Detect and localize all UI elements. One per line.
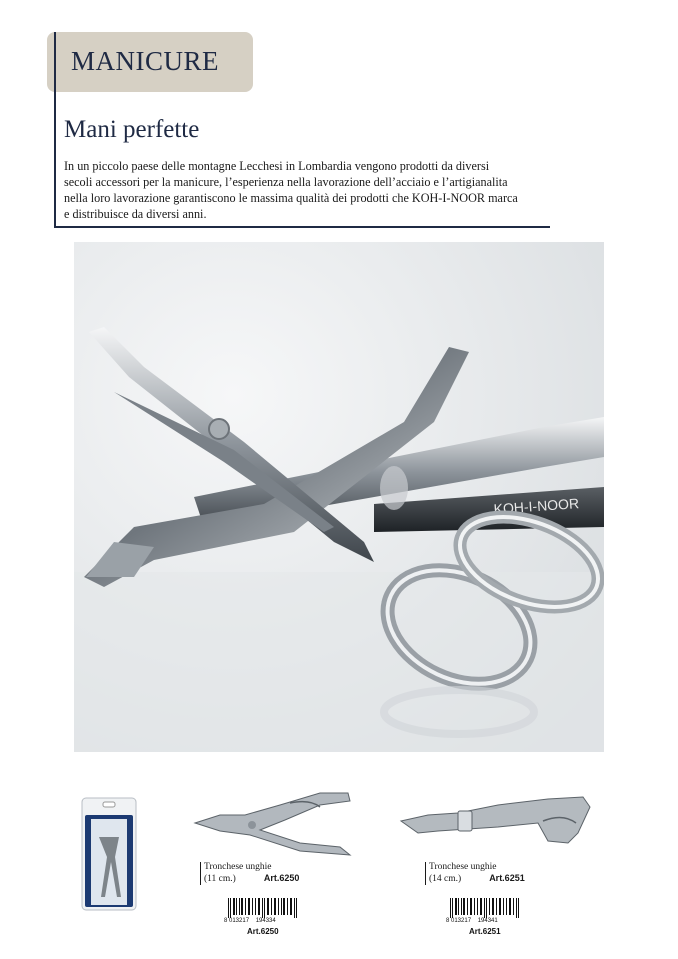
header-rule-horizontal — [54, 226, 550, 228]
intro-paragraph — [64, 158, 554, 222]
page-subtitle: Mani perfette — [64, 116, 200, 143]
barcode-right-digits: 194334 — [255, 918, 276, 924]
product-size-line — [204, 873, 299, 885]
barcode-left-digits: 8 013217 — [224, 918, 250, 924]
manicure-tools-illustration — [74, 242, 604, 752]
barcode-number — [224, 918, 276, 924]
barcode-number — [446, 918, 498, 924]
barcode-right-digits: 194341 — [477, 918, 498, 924]
barcode-left-digits: 8 013217 — [446, 918, 472, 924]
barcode-article: Art.6251 — [469, 927, 501, 936]
intro-line: secoli accessori per la manicure, l’esperienza nella lavorazione dell’acciaio e l’artigianalita — [64, 175, 508, 189]
product-caption — [425, 862, 525, 885]
product-name: Tronchese unghie — [429, 862, 497, 872]
section-title: MANICURE — [71, 46, 220, 76]
product-size-line — [429, 873, 525, 885]
brand-text: KOH-I-NOOR — [493, 495, 580, 517]
scissors-pivot — [209, 419, 229, 439]
product-name: Tronchese unghie — [204, 862, 272, 872]
product-article: Art.6251 — [489, 873, 525, 883]
intro-line: In un piccolo paese delle montagne Lecchesi in Lombardia vengono prodotti da diversi — [64, 159, 490, 173]
product-caption — [200, 862, 299, 885]
nail-nipper-image — [190, 785, 355, 857]
hero-photo — [74, 242, 604, 752]
barcode-article: Art.6250 — [247, 927, 279, 936]
section-header — [47, 32, 253, 92]
blister-pack-image — [81, 797, 137, 911]
nail-nipper-image — [398, 793, 594, 853]
product-size: (11 cm.) — [204, 874, 236, 884]
header-rule-vertical — [54, 32, 56, 227]
product-size: (14 cm.) — [429, 874, 462, 884]
intro-line: nella loro lavorazione garantiscono le massima qualità dei prodotti che KOH-I-NOOR marca — [64, 191, 518, 205]
intro-line: e distribuisce da diversi anni. — [64, 207, 207, 221]
product-article: Art.6250 — [263, 873, 300, 883]
